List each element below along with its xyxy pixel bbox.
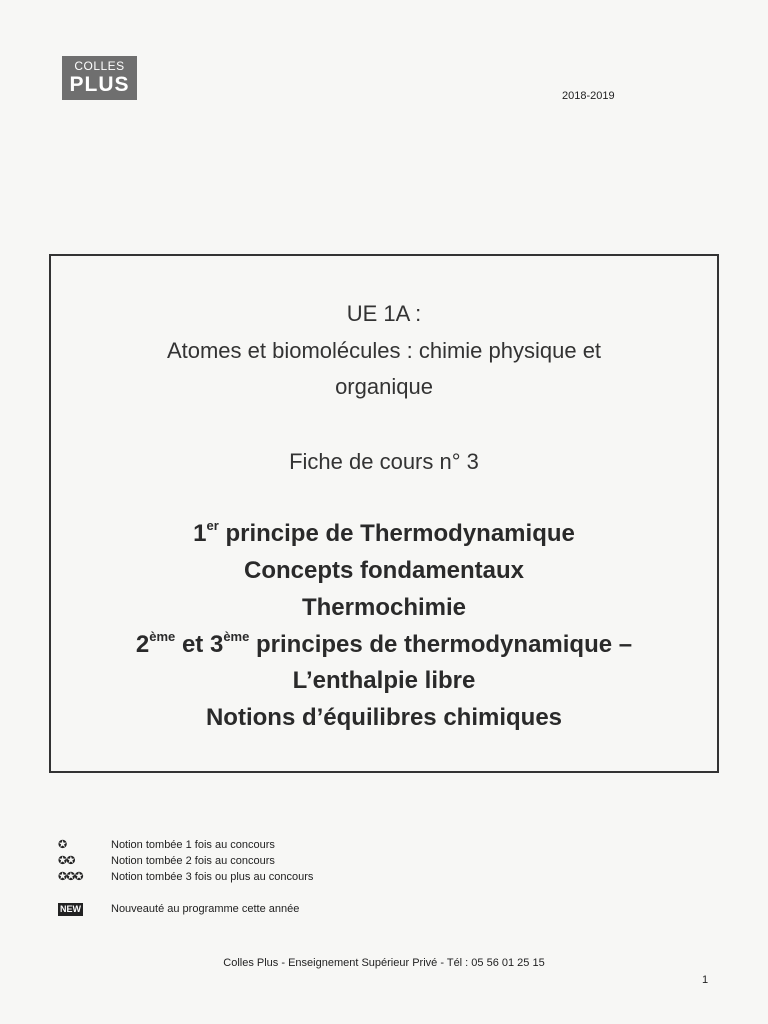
academic-year: 2018-2019 <box>562 90 615 102</box>
topic-thermochemistry: Thermochimie <box>301 594 467 621</box>
topic1-rest: principe de Thermodynamique <box>218 520 575 547</box>
fiche-number: Fiche de cours n° 3 <box>289 449 479 474</box>
topic1-ordinal: 1 <box>193 520 207 547</box>
ue-title-line1: Atomes et biomolécules : chimie physique et <box>166 338 602 363</box>
title-box <box>49 254 719 773</box>
colles-plus-logo <box>62 56 137 100</box>
ue-title-line2: organique <box>335 374 433 399</box>
topic-first-principle <box>51 520 717 548</box>
legend-text: Notion tombée 1 fois au concours <box>111 839 275 851</box>
page-number: 1 <box>702 974 709 986</box>
topic4-sup1: ème <box>149 629 176 644</box>
topic-chemical-equilibria: Notions d’équilibres chimiques <box>205 704 563 731</box>
new-badge-icon <box>58 902 108 916</box>
topic-fundamental-concepts: Concepts fondamentaux <box>243 557 525 584</box>
logo-line2: PLUS <box>69 73 130 96</box>
topic4-rest: principes de thermodynamique – <box>249 631 633 658</box>
legend-text: Notion tombée 2 fois au concours <box>111 855 275 867</box>
topic4-mid: et 3 <box>175 631 224 658</box>
topic-free-enthalpy: L’enthalpie libre <box>292 667 476 694</box>
star-icon: ✪ <box>58 839 67 851</box>
legend-new-text: Nouveauté au programme cette année <box>111 903 300 915</box>
topic-second-third-principles <box>51 631 717 659</box>
topic1-sup: er <box>206 518 219 533</box>
ue-code: UE 1A : <box>346 301 422 326</box>
star-icon: ✪✪ <box>58 855 75 867</box>
footer-contact: Colles Plus - Enseignement Supérieur Privé - Tél : 05 56 01 25 15 <box>223 957 545 969</box>
topic4-sup2: ème <box>223 629 250 644</box>
logo-line1: COLLES <box>74 59 125 73</box>
new-badge: NEW <box>60 904 81 914</box>
star-icon: ✪✪✪ <box>58 871 83 883</box>
topic4-ord1: 2 <box>135 631 150 658</box>
legend-text: Notion tombée 3 fois ou plus au concours <box>111 871 314 883</box>
